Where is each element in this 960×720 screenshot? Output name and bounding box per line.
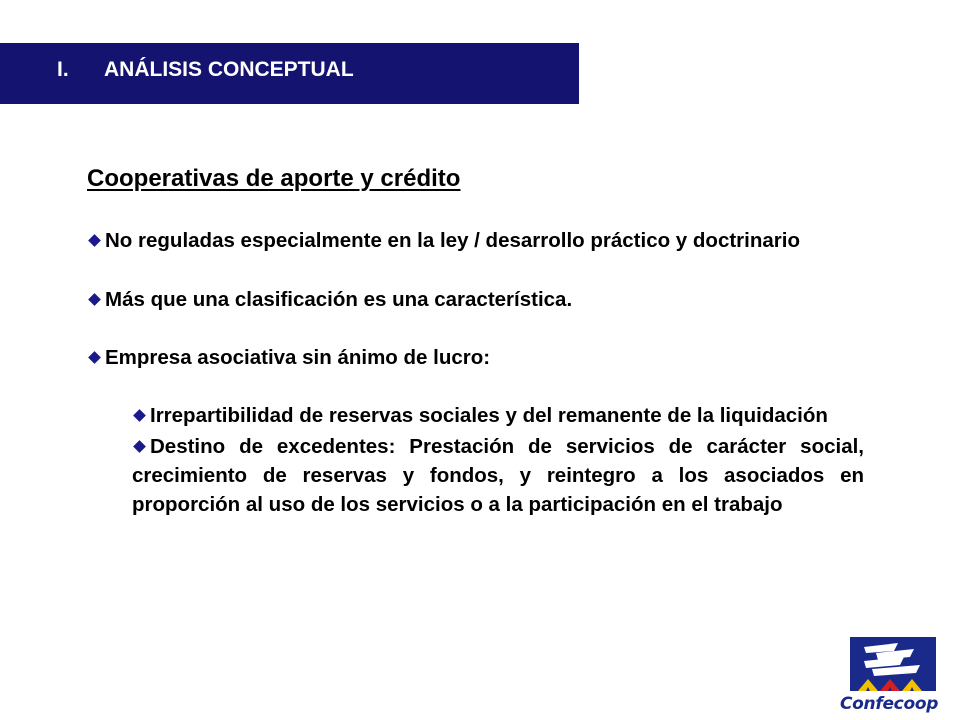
bullet-item bbox=[87, 343, 864, 372]
bullet-text: No reguladas especialmente en la ley / desarrollo práctico y doctrinario bbox=[105, 229, 800, 252]
sub-bullet-text: Irrepartibilidad de reservas sociales y del remanente de la liquidación bbox=[150, 404, 828, 427]
slide-content bbox=[87, 164, 864, 519]
slide-heading: Cooperativas de aporte y crédito bbox=[87, 165, 461, 192]
diamond-bullet-icon bbox=[133, 409, 146, 422]
diamond-bullet-icon bbox=[88, 293, 101, 306]
section-title: ANÁLISIS CONCEPTUAL bbox=[104, 58, 354, 81]
bullet-text: Empresa asociativa sin ánimo de lucro: bbox=[105, 346, 491, 369]
diamond-bullet-icon bbox=[88, 351, 101, 364]
bullet-item bbox=[87, 285, 864, 314]
sub-bullet-item bbox=[132, 401, 864, 430]
bullet-item bbox=[87, 226, 864, 255]
sub-bullet-item bbox=[132, 432, 864, 519]
diamond-bullet-icon bbox=[133, 440, 146, 453]
confecoop-logo-text: Confecoop bbox=[840, 694, 939, 714]
section-number: I. bbox=[57, 58, 69, 81]
bullet-text: Más que una clasificación es una característica. bbox=[105, 288, 573, 311]
sub-bullet-text: Destino de excedentes: Prestación de servicios de carácter social, crecimiento de reservas y fondos, y reintegro a los asociados en proporción al uso de los servicios o a la participación en el trabajo bbox=[132, 435, 864, 516]
diamond-bullet-icon bbox=[88, 234, 101, 247]
